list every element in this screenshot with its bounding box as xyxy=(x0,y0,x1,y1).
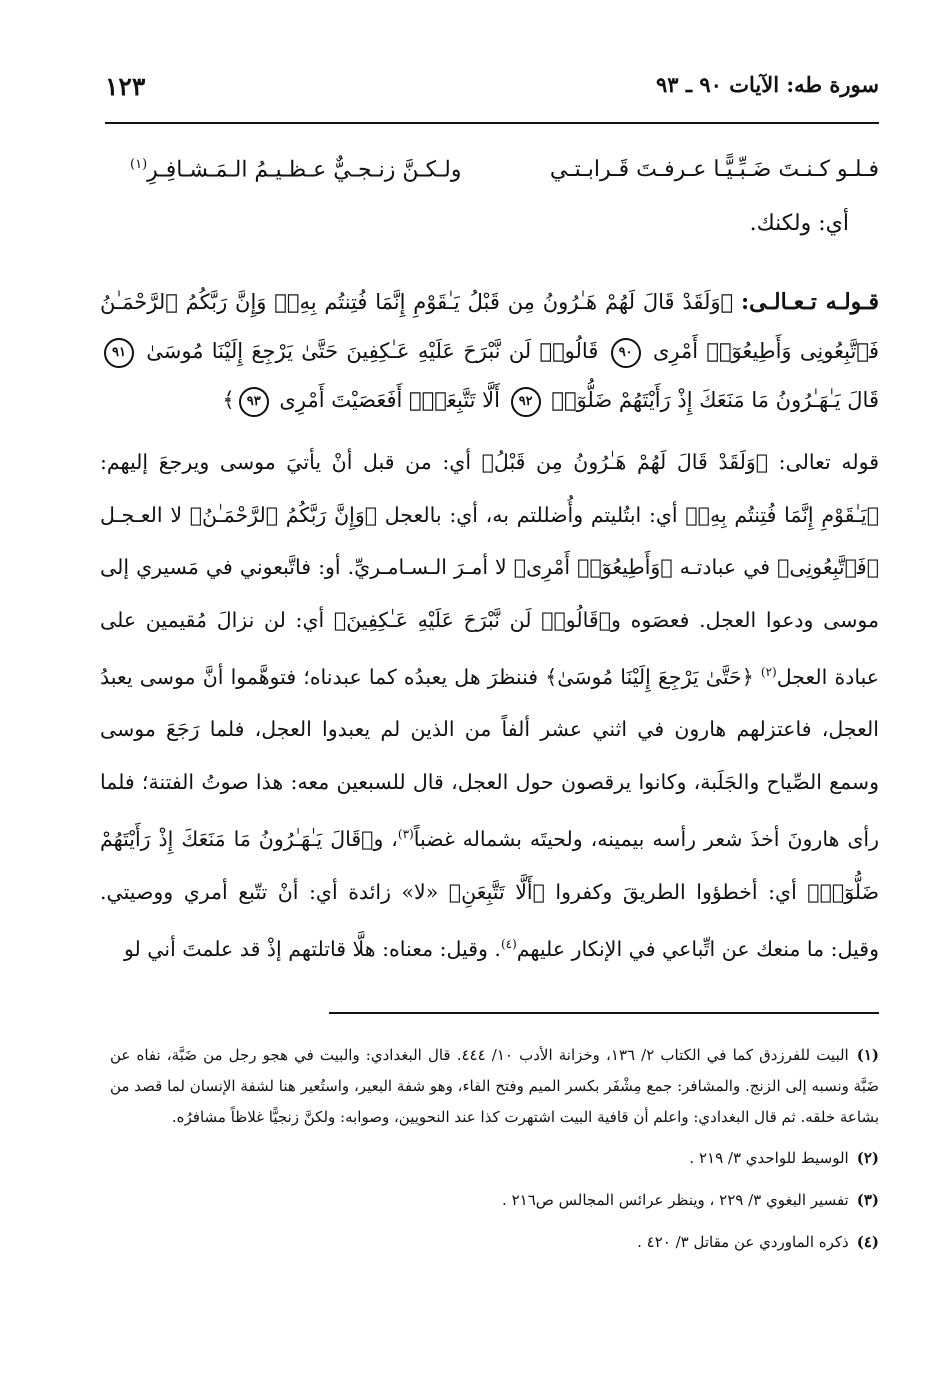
commentary-paragraph xyxy=(100,436,879,975)
footnote-4 xyxy=(110,1227,879,1258)
footnote-4-number: (٤) xyxy=(856,1233,879,1251)
commentary-text-4: . وقيل: معناه: هلَّا قاتلتهم إذْ قد علمتَ أني لو xyxy=(123,936,501,961)
footnote-1-text: البيت للفرزدق كما في الكتاب ٢/ ١٣٦، وخزانة الأدب ١٠/ ٤٤٤. قال البغدادي: والبيت في هجو رجل من ضَبَّة، نفاه عن ضَبَّة ونسبه إلى الزنج. والمشافر: جمع مِشْفَر بكسر الميم وفتح الفاء، وهو شفة البعير، واستُعير هنا لشفة الإنسان لما قصد من بشاعة خلقه. ثم قال البغدادي: واعلم أن قافية البيت اشتهرت كذا عند النحويين، وصوابه: ولكنَّ زنجيًّا غلاظاً مشافرُه. xyxy=(110,1046,879,1126)
footnote-3-number: (٣) xyxy=(856,1191,879,1209)
footnote-divider xyxy=(329,1012,879,1014)
commentary-text-2: ﴿حَتَّىٰ يَرْجِعَ إِلَيْنَا مُوسَىٰ﴾ فننظرَ هل يعبدُه كما عبدناه؛ فتوهَّموا أنَّ موسى يعبدُ العجل، فاعتزلهم هارون في اثني عشر ألفاً من الذين لم يعبدوا العجل، فلما رَجَعَ موسى وسمع الصِّياح والجَلَبة، وكانوا يرقصون حول العجل، قال للسبعين معه: هذا صوتُ الفتنة؛ فلما رأى هارونَ أخذَ شعر رأسه بيمينه، ولحيتَه بشماله غضباً xyxy=(100,664,879,852)
commentary-text-1: قوله تعالى: ﴿وَلَقَدْ قَالَ لَهُمْ هَـٰرُونُ مِن قَبْلُ﴾ أي: من قبل أنْ يأتيَ موسى ويرجعَ إليهم: ﴿يَـٰقَوْمِ إِنَّمَا فُتِنتُم بِهِۦ﴾ أي: ابتُليتم وأُضللتم به، أي: بالعجل ﴿وَإِنَّ رَبَّكُمُ ٱلرَّحْمَـٰنُ﴾ لا العـجـل ﴿فَٱتَّبِعُونِى﴾ في عبادتـه ﴿وَأَطِيعُوٓا۟ أَمْرِى﴾ لا أمـرَ الـسـامـريِّ. أو: فاتَّبعوني في مَسيري إلى موسى ودعوا العجل. فعصَوه و﴿قَالُوا۟ لَن نَّبْرَحَ عَلَيْهِ عَـٰكِفِينَ﴾ أي: لن نزالَ مُقيمين على عبادة العجل xyxy=(100,450,879,689)
page-number: ١٢٣ xyxy=(105,72,146,101)
quran-text-part3: قَالَ يَـٰهَـٰرُونُ مَا مَنَعَكَ إِذْ رَأَيْتَهُمْ ضَلُّوٓا۟ xyxy=(551,388,879,412)
running-header xyxy=(105,72,879,122)
ayah-number-93: ٩٣ xyxy=(239,387,269,417)
footnote-ref-2: (٢) xyxy=(760,665,777,679)
footnote-ref-4: (٤) xyxy=(500,937,517,952)
verse-hemistich-second: ولـكـنَّ زنـجـيٌّ عـظـيـمُ الـمَـشـافِـرِ$^{(١)}$ xyxy=(130,157,462,183)
ayah-number-91: ٩١ xyxy=(104,338,134,368)
footnote-ref-1: (١) xyxy=(130,157,148,172)
quran-text-part4: أَلَّا تَتَّبِعَنِۖ أَفَعَصَيْتَ أَمْرِى xyxy=(279,388,500,412)
surah-title: سورة طه: الآيات ٩٠ ـ ٩٣ xyxy=(656,72,879,97)
ayah-number-90: ٩٠ xyxy=(611,338,641,368)
ayah-number-92: ٩٢ xyxy=(511,387,541,417)
quran-intro: قـولـه تـعـالـى: xyxy=(740,289,879,315)
footnote-2-text: الوسيط للواحدي ٣/ ٢١٩ . xyxy=(689,1149,849,1167)
verse-hemistich-first: فـلـو كـنـتَ ضَـبِّـيًّـا عـرفـتَ قَـرابـتـي xyxy=(549,157,879,182)
footnote-4-text: ذكره الماوردي عن مقاتل ٣/ ٤٢٠ . xyxy=(637,1233,849,1251)
footnotes xyxy=(110,1040,879,1269)
quran-text-part1: ﴿وَلَقَدْ قَالَ لَهُمْ هَـٰرُونُ مِن قَبْلُ يَـٰقَوْمِ إِنَّمَا فُتِنتُم بِهِۦۖ وَإِنَّ رَبَّكُمُ ٱلرَّحْمَـٰنُ فَٱتَّبِعُونِى وَأَطِيعُوٓا۟ أَمْرِى xyxy=(100,290,880,363)
footnote-2 xyxy=(110,1143,879,1174)
footnote-1-number: (١) xyxy=(856,1046,879,1064)
footnote-3-text: تفسير البغوي ٣/ ٢٢٩ ، وينظر عرائس المجالس ص٢١٦ . xyxy=(502,1191,849,1209)
footnote-ref-3: (٣) xyxy=(397,827,414,842)
verse-gloss: أي: ولكنك. xyxy=(749,211,849,236)
quran-text-part2: قَالُوا۟ لَن نَّبْرَحَ عَلَيْهِ عَـٰكِفِينَ حَتَّىٰ يَرْجِعَ إِلَيْنَا مُوسَىٰ xyxy=(146,339,599,363)
commentary-text-3: ، و﴿قَالَ يَـٰهَـٰرُونُ مَا مَنَعَكَ إِذْ رَأَيْتَهُمْ ضَلُّوٓا۟﴾ أي: أخطؤوا الطريقَ وكفروا ﴿أَلَّا تَتَّبِعَنِ﴾ «لا» زائدة أي: أنْ تتّبع أمري ووصيتي. وقيل: ما منعك عن اتِّباعي في الإنكار عليهم xyxy=(100,827,879,961)
footnote-1 xyxy=(110,1040,879,1133)
quran-close-bracket: ﴾ xyxy=(222,388,235,412)
quran-passage xyxy=(100,278,879,425)
footnote-3 xyxy=(110,1185,879,1216)
footnote-2-number: (٢) xyxy=(856,1149,879,1167)
header-divider xyxy=(105,122,879,124)
poetry-verse xyxy=(130,157,879,197)
